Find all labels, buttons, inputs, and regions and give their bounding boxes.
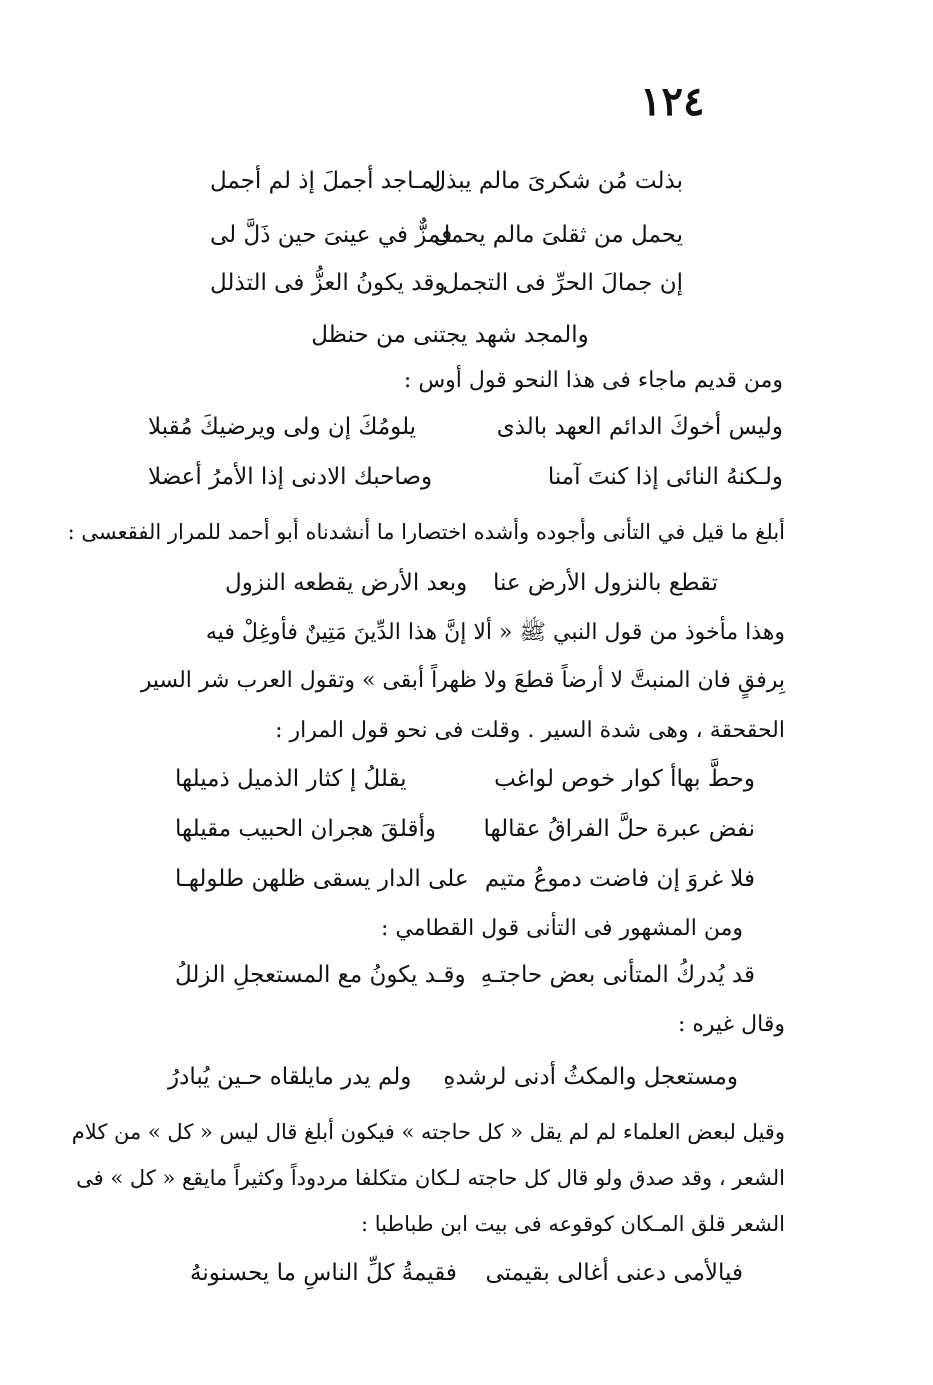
prose-line: بِرفقٍ فان المنبتَّ لا أرضاً قطعَ ولا ظهراً أبقى » وتقول العرب شر السير (140, 668, 785, 693)
verse-line (148, 414, 783, 454)
verse-hemistich-first: تقطع بالنزول الأرض عنا (492, 570, 718, 596)
verse-line (175, 866, 755, 906)
verse-hemistich-second: وصاحبك الادنى إذا الأمرُ أعضلا (148, 464, 433, 490)
verse-hemistich-second: فمزٌّ في عينىَ حين ذَلَّ لى (210, 222, 453, 248)
verse-line (225, 570, 718, 610)
verse-line (175, 962, 755, 1002)
verse-hemistich-first: بذلت مُن شكرىَ مالم يبذل (429, 168, 683, 194)
prose-line: الشعر قلق المـكان كوقوعه فى بيت ابن طباطبا : (360, 1212, 785, 1236)
page-number: ١٢٤ (640, 78, 705, 125)
prose-line: الشعر ، وقد صدق ولو قال كل حاجته لـكان متكلفا مردوداً وكثيراً مايقع « كل » فى (76, 1166, 785, 1190)
verse-hemistich-first: فيالأمى دعنى أغالى بقيمتى (485, 1260, 743, 1286)
prose-line: وقال غيره : (677, 1012, 785, 1037)
verse-hemistich-first: فلا غروَ إن فاضت دموعُ متيم (484, 866, 755, 892)
prose-line: وهذا مأخوذ من قول النبي ﷺ « ألا إنَّ هذا الدِّينَ مَتِينٌ فأوغِلْ فيه (205, 620, 785, 645)
verse-hemistich-first: ومستعجل والمكثُ أدنى لرشدهِ (443, 1064, 738, 1090)
verse-hemistich-first: ولـكنهُ النائى إذا كنتَ آمنا (547, 464, 783, 490)
verse-hemistich-first: وليس أخوكَ الدائم العهد بالذى (496, 414, 783, 440)
verse-line (210, 222, 683, 262)
verse-hemistich-second: فقيمةُ كلِّ الناسِ ما يحسنونهُ (190, 1260, 457, 1286)
verse-line (210, 168, 683, 208)
verse-hemistich-second: وقـد يكونُ مع المستعجلِ الزللُ (175, 962, 466, 988)
verse-line (175, 816, 755, 856)
verse-hemistich-first: نفض عبرة حلَّ الفراقُ عقالها (483, 816, 755, 842)
verse-hemistich-second: على الدار يسقى ظلهن طلولهـا (175, 866, 469, 892)
verse-line (168, 1064, 738, 1104)
verse-hemistich-second: يقللُ إ كثار الذميل ذميلها (175, 766, 407, 792)
verse-hemistich-first: وحطَّ بهاأ كوار خوص لواغب (494, 766, 755, 792)
verse-line (190, 1260, 743, 1300)
prose-line: أبلغ ما قيل في التأنى وأجوده وأشده اختصارا ما أنشدناه أبو أحمد للمرار الفقعسى : (67, 520, 785, 544)
prose-line: ومن المشهور فى التأنى قول القطامي : (381, 916, 743, 941)
verse-single: والمجد شهد يجتنى من حنظل (311, 322, 589, 348)
verse-hemistich-second: وبعد الأرض يقطعه النزول (225, 570, 468, 596)
verse-hemistich-first: قد يُدركُ المتأنى بعض حاجتـهِ (480, 962, 755, 988)
verse-hemistich-first: يحمل من ثقلىَ مالم يحمل (433, 222, 683, 248)
verse-line (148, 464, 783, 504)
verse-hemistich-first: إن جمالَ الحرِّ فى التجمل (442, 270, 683, 296)
verse-hemistich-second: وأقلقَ هجران الحبيب مقيلها (175, 816, 436, 842)
prose-line: ومن قديم ماجاء فى هذا النحو قول أوس : (403, 368, 783, 393)
verse-hemistich-second: وقد يكونُ العزُّ فى التذلل (210, 270, 446, 296)
prose-line: الحقحقة ، وهى شدة السير . وقلت فى نحو قول المرار : (275, 718, 785, 743)
verse-line (210, 270, 683, 310)
verse-line (175, 766, 755, 806)
verse-hemistich-second: لمـاجد أجملَ إذ لم أجمل (210, 168, 442, 194)
prose-line: وقيل لبعض العلماء لم لم يقل « كل حاجته » فيكون أبلغ قال ليس « كل » من كلام (71, 1120, 785, 1144)
verse-hemistich-second: يلومُكَ إن ولى ويرضيكَ مُقبلا (148, 414, 417, 440)
verse-hemistich-second: ولم يدر مايلقاه حـين يُبادرُ (168, 1064, 412, 1090)
